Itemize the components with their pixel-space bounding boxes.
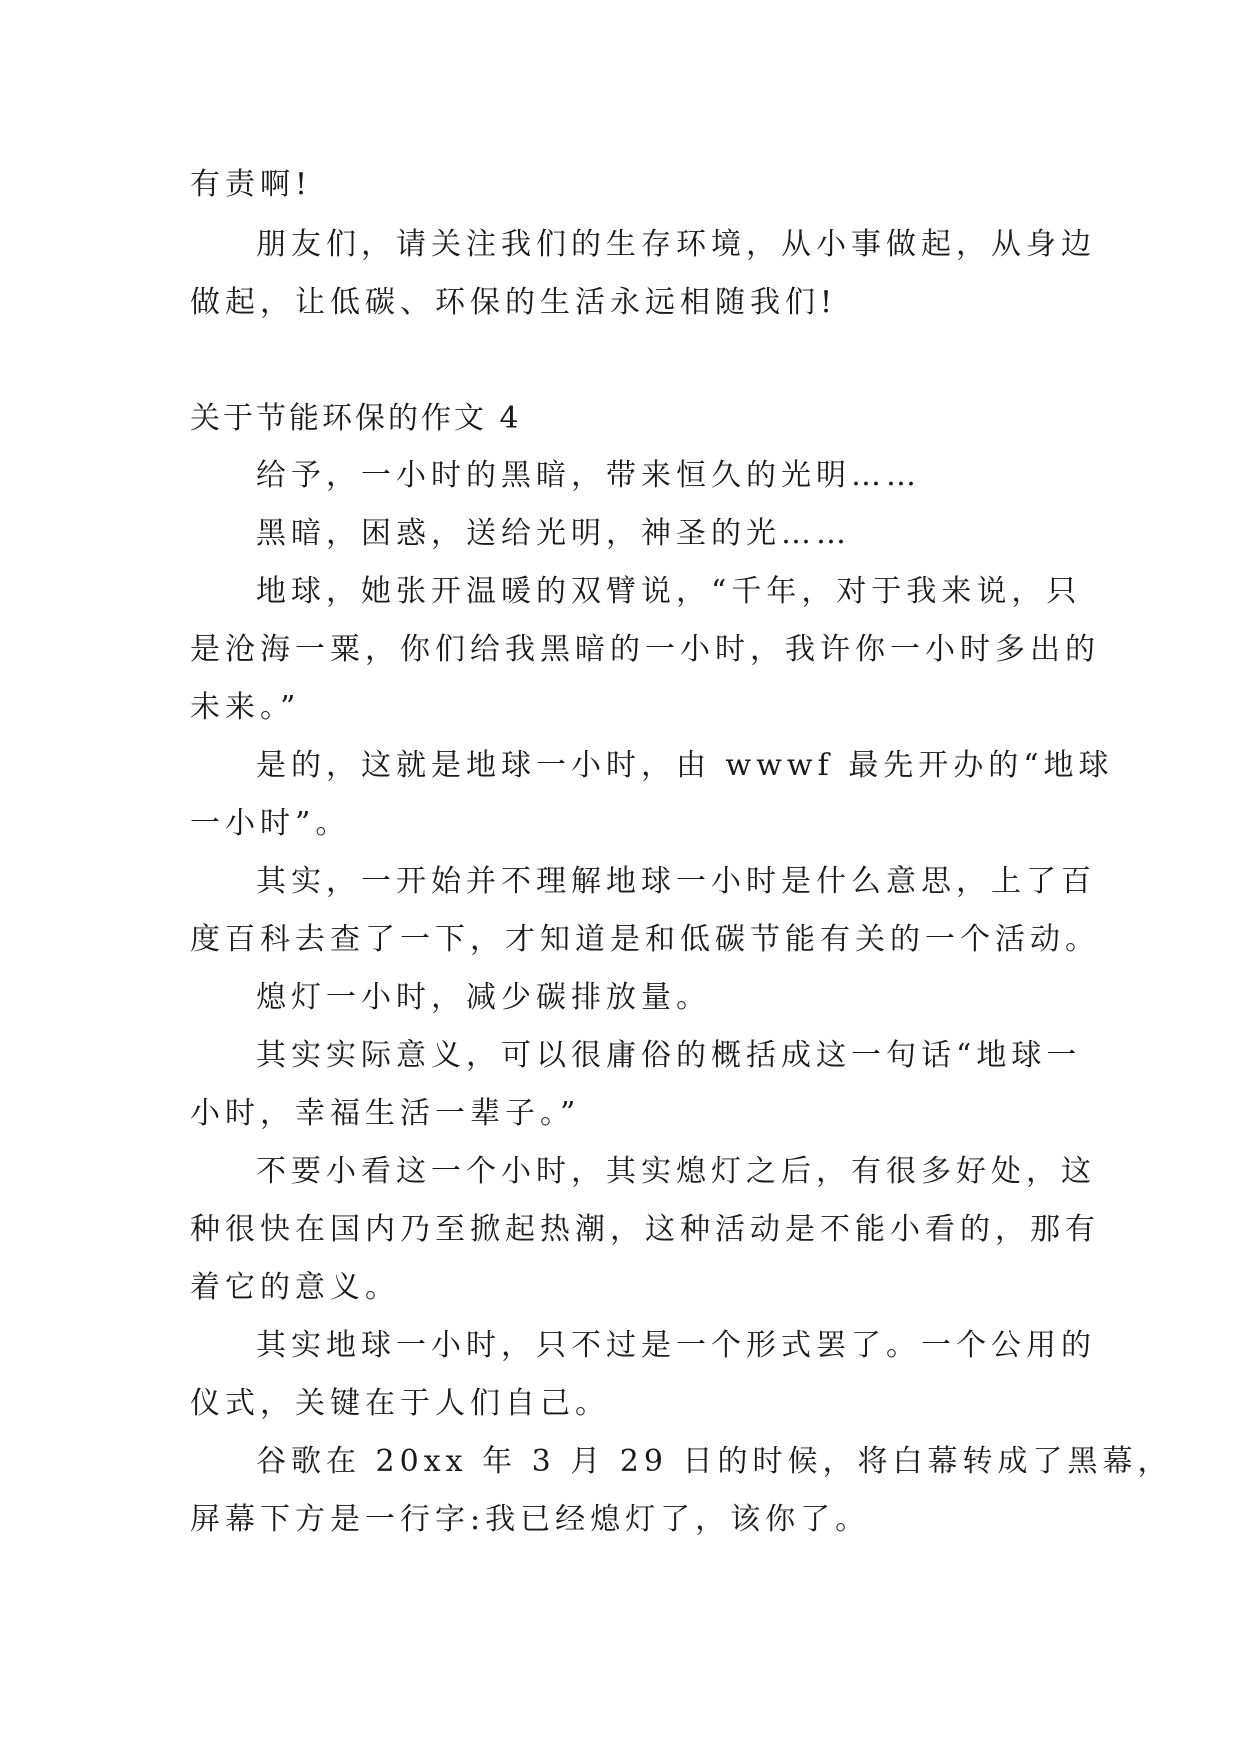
paragraph-line: 地球，她张开温暖的双臂说，“千年，对于我来说，只 — [256, 574, 1082, 609]
paragraph-line: 一小时”。 — [190, 806, 351, 841]
paragraph-line: 未来。” — [190, 690, 301, 725]
paragraph-line: 小时，幸福生活一辈子。” — [190, 1096, 581, 1131]
paragraph-line: 熄灯一小时，减少碳排放量。 — [256, 980, 711, 1015]
document-page — [190, 0, 1173, 1754]
paragraph-line: 仪式，关键在于人们自己。 — [190, 1386, 610, 1421]
section-heading: 关于节能环保的作文 4 — [190, 401, 522, 436]
paragraph-line: 着它的意义。 — [190, 1270, 400, 1305]
paragraph-line: 黑暗，困惑，送给光明，神圣的光…… — [256, 516, 851, 551]
paragraph-line: 朋友们，请关注我们的生存环境，从小事做起，从身边 — [256, 227, 1096, 262]
paragraph-line: 其实，一开始并不理解地球一小时是什么意思，上了百 — [256, 864, 1096, 899]
paragraph-line: 是的，这就是地球一小时，由 wwwf 最先开办的“地球 — [256, 748, 1114, 783]
paragraph-line: 种很快在国内乃至掀起热潮，这种活动是不能小看的，那有 — [190, 1212, 1100, 1247]
paragraph-line: 谷歌在 20xx 年 3 月 29 日的时候，将白幕转成了黑幕， — [256, 1444, 1173, 1479]
paragraph-line: 做起，让低碳、环保的生活永远相随我们! — [190, 285, 838, 320]
paragraph-line: 其实地球一小时，只不过是一个形式罢了。一个公用的 — [256, 1328, 1096, 1363]
paragraph-line: 是沧海一粟，你们给我黑暗的一小时，我许你一小时多出的 — [190, 632, 1100, 667]
paragraph-line: 给予，一小时的黑暗，带来恒久的光明…… — [256, 458, 921, 493]
paragraph-line: 有责啊! — [190, 167, 313, 202]
paragraph-line: 不要小看这一个小时，其实熄灯之后，有很多好处，这 — [256, 1154, 1096, 1189]
paragraph-line: 其实实际意义，可以很庸俗的概括成这一句话“地球一 — [256, 1038, 1082, 1073]
paragraph-line: 度百科去查了一下，才知道是和低碳节能有关的一个活动。 — [190, 922, 1100, 957]
paragraph-line: 屏幕下方是一行字:我已经熄灯了，该你了。 — [190, 1502, 871, 1537]
